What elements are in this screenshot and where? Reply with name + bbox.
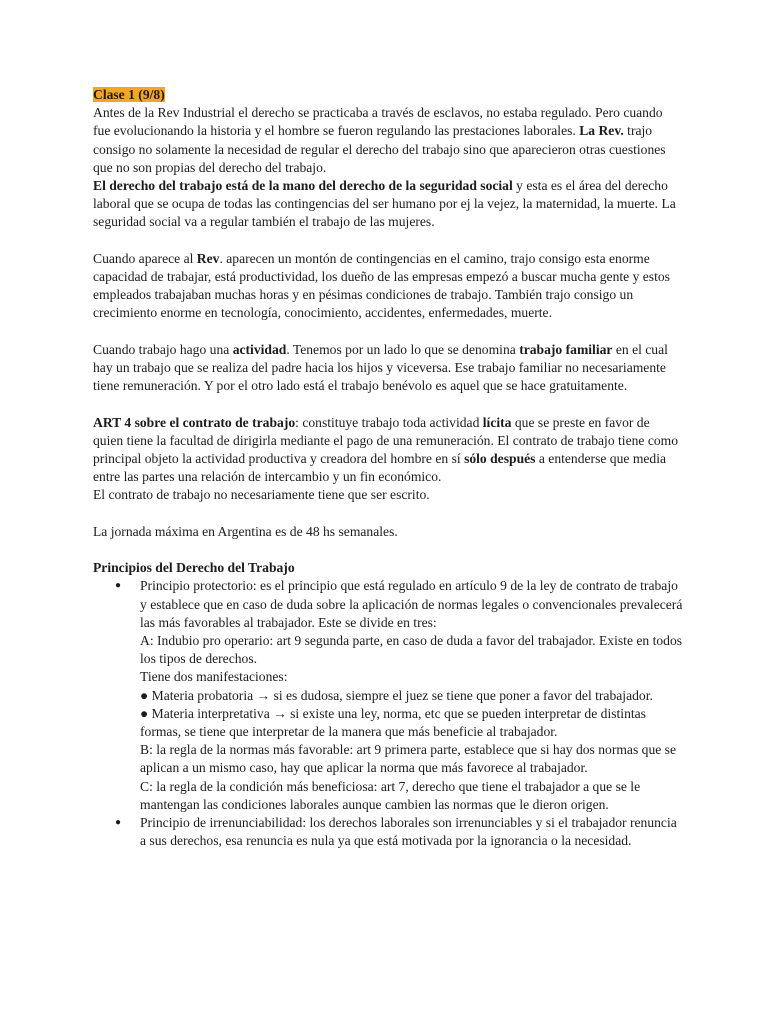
paragraph-art4: [93, 414, 683, 505]
bold-text: sólo después: [464, 451, 536, 467]
text: A: Indubio pro operario: art 9 segunda parte, en caso de duda a favor del trabajador. Existe en todos los tipos de derechos.: [140, 633, 683, 667]
text: C: la regla de la condición más beneficiosa: art 7, derecho que tiene el trabajador a que se le mantengan las condiciones laborales aunque cambien las normas que le dieron origen.: [140, 778, 641, 812]
paragraph-revolution: [93, 250, 683, 323]
bold-text: ART 4 sobre el contrato de trabajo: [93, 414, 296, 430]
text: El contrato de trabajo no necesariamente tiene que ser escrito.: [93, 487, 430, 503]
bold-text: La Rev.: [579, 123, 624, 139]
text: Tiene dos manifestaciones:: [140, 669, 288, 685]
text: trajo consigo no solamente la necesidad de regular el derecho del trabajo sino que aparecieron otras cuestiones que no son propias del derecho del trabajo.: [93, 123, 666, 175]
bold-text: trabajo familiar: [519, 341, 613, 357]
document-body: [93, 86, 683, 850]
list-item-protectorio: [93, 577, 683, 814]
bold-text: lícita: [482, 414, 512, 430]
text: que se preste en favor de quien tiene la facultad de dirigirla mediante el pago de una remuneración. El contrato de trabajo tiene como principal objeto la actividad productiva y creadora del hombre en sí: [93, 414, 679, 467]
bold-text: Rev: [196, 250, 220, 266]
text: y esta es el área del derecho laboral que se ocupa de todas las contingencias del ser humano por ej la vejez, la maternidad, la muerte. La seguridad social va a regular también el trabajo de las mujeres.: [93, 178, 676, 230]
paragraph-social-security: [93, 177, 683, 232]
bold-text: El derecho del trabajo está de la mano del derecho de la seguridad social: [93, 178, 513, 194]
text: : constituye trabajo toda actividad: [295, 414, 483, 430]
text: ● Materia probatoria → si es dudosa, siempre el juez se tiene que poner a favor del trabajador.: [140, 687, 653, 703]
paragraph-activity: [93, 341, 683, 396]
list-item-irrenunciabilidad: [93, 814, 683, 850]
text: ● Materia interpretativa → si existe una ley, norma, etc que se pueden interpretar de distintas formas, se tiene que interpretar de la manera que más beneficie al trabajador.: [140, 705, 646, 740]
text: . aparecen un montón de contingencias en el camino, trajo consigo esta enorme capacidad de trabajar, está productividad, los dueño de las empresas empezó a buscar mucha gente y estos empleados trabajaban muchas horas y en pésimas condiciones de trabajo. También trajo consigo un crecimiento enorme en tecnología, conocimiento, accidentes, enfermedades, muerte.: [93, 250, 670, 321]
text: Cuando aparece al: [93, 250, 197, 266]
principles-list: [93, 577, 683, 850]
text: a entenderse que media entre las partes una relación de intercambio y un fin económico.: [93, 451, 667, 485]
paragraph-intro: [93, 86, 683, 177]
text: B: la regla de la normas más favorable: art 9 primera parte, establece que si hay dos normas que se aplican a un mismo caso, hay que aplicar la norma que más favorece al trabajador.: [140, 742, 676, 776]
class-heading: Clase 1 (9/8): [93, 87, 165, 102]
text: Cuando trabajo hago una: [93, 341, 233, 357]
bold-text: actividad: [232, 341, 287, 357]
text: . Tenemos por un lado lo que se denomina: [286, 341, 520, 357]
text: en el cual hay un trabajo que se realiza del padre hacia los hijos y viceversa. Ese trabajo familiar no necesariamente tiene remuneración. Y por el otro lado está el trabajo benévolo es aquel que se hace gratuitamente.: [93, 341, 668, 394]
text: Principio de irrenunciabilidad: los derechos laborales son irrenunciables y si el trabajador renuncia a sus derechos, esa renuncia es nula ya que está motivada por la ignorancia o la necesidad.: [140, 815, 677, 849]
text: Antes de la Rev Industrial el derecho se practicaba a través de esclavos, no estaba regulado. Pero cuando fue evolucionando la historia y el hombre se fueron regulando las prestaciones laborales.: [93, 105, 663, 139]
section-heading: Principios del Derecho del Trabajo: [93, 560, 295, 576]
paragraph-jornada: La jornada máxima en Argentina es de 48 hs semanales.: [93, 523, 398, 539]
text: Principio protectorio: es el principio que está regulado en artículo 9 de la ley de contrato de trabajo y establece que en caso de duda sobre la aplicación de normas legales o convencionales prevalecerá las más favorables al trabajador. Este se divide en tres:: [140, 578, 683, 630]
